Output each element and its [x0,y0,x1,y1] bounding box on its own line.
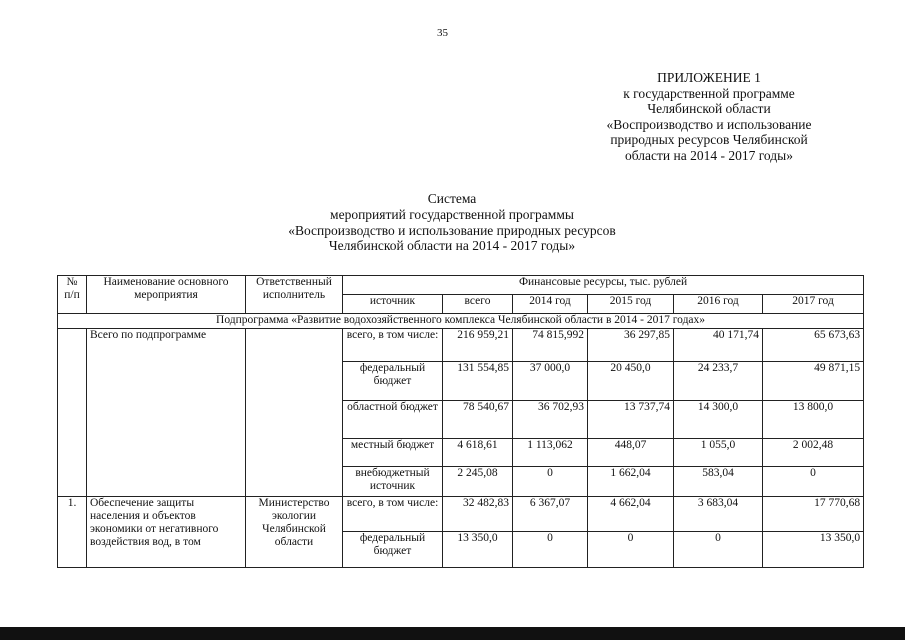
row-2016: 24 233,7 [674,362,763,401]
title-line: Челябинской области на 2014 - 2017 годы» [328,238,576,254]
row-2014: 36 702,93 [513,401,588,439]
row-2015: 448,07 [588,439,674,467]
row-2016: 583,04 [674,467,763,497]
scan-edge-bar [0,627,905,640]
appendix-line: к государственной программе [623,85,795,101]
header-2017: 2017 год [763,295,864,314]
header-finance: Финансовые ресурсы, тыс. рублей [343,276,864,295]
appendix-line: Челябинской области [647,101,771,117]
row-2014: 6 367,07 [513,497,588,532]
header-num: № п/п [58,276,87,314]
row-source: всего, в том числе: [343,497,443,532]
row-2015: 4 662,04 [588,497,674,532]
row-2016: 14 300,0 [674,401,763,439]
row-2015: 1 662,04 [588,467,674,497]
row-2017: 13 350,0 [763,532,864,568]
row-source: федеральный бюджет [343,532,443,568]
row-source: федеральный бюджет [343,362,443,401]
header-name: Наименование основного мероприятия [87,276,246,314]
row-source: всего, в том числе: [343,329,443,362]
document-title [235,191,669,254]
row-2014: 0 [513,467,588,497]
row-total: 216 959,21 [443,329,513,362]
title-line: мероприятий государственной программы [330,206,574,222]
row-2015: 20 450,0 [588,362,674,401]
row-2016: 1 055,0 [674,439,763,467]
row-total: 131 554,85 [443,362,513,401]
appendix-line: природных ресурсов Челябинской [610,132,808,148]
row-2017: 17 770,68 [763,497,864,532]
row-source: местный бюджет [343,439,443,467]
row-2015: 13 737,74 [588,401,674,439]
row-2015: 0 [588,532,674,568]
header-executor: Ответственный исполнитель [246,276,343,314]
group-num: 1. [58,497,87,568]
row-2014: 0 [513,532,588,568]
page-number: 35 [437,27,448,39]
group-executor [246,329,343,497]
row-2014: 37 000,0 [513,362,588,401]
appendix-line: области на 2014 - 2017 годы» [625,147,793,163]
row-total: 2 245,08 [443,467,513,497]
appendix-line: «Воспроизводство и использование [606,116,812,132]
header-source: источник [343,295,443,314]
row-2014: 1 113,062 [513,439,588,467]
row-2016: 3 683,04 [674,497,763,532]
appendix-header [578,70,840,164]
row-2017: 49 871,15 [763,362,864,401]
group-executor: Министерство экологии Челябинской области [246,497,343,568]
header-2014: 2014 год [513,295,588,314]
row-2016: 40 171,74 [674,329,763,362]
row-2017: 13 800,0 [763,401,864,439]
row-total: 4 618,61 [443,439,513,467]
row-2017: 2 002,48 [763,439,864,467]
row-source: внебюджетный источник [343,467,443,497]
row-source: областной бюджет [343,401,443,439]
group-name: Всего по подпрограмме [87,329,246,497]
row-total: 78 540,67 [443,401,513,439]
title-line: Система [427,191,477,206]
appendix-line: ПРИЛОЖЕНИЕ 1 [657,70,761,85]
row-2014: 74 815,992 [513,329,588,362]
header-2016: 2016 год [674,295,763,314]
measures-table [57,275,864,568]
row-2017: 65 673,63 [763,329,864,362]
header-2015: 2015 год [588,295,674,314]
group-num [58,329,87,497]
subprogram-title: Подпрограмма «Развитие водохозяйственного комплекса Челябинской области в 2014 - 2017 годах» [58,314,864,329]
row-2017: 0 [763,467,864,497]
row-total: 32 482,83 [443,497,513,532]
row-2016: 0 [674,532,763,568]
header-total: всего [443,295,513,314]
row-total: 13 350,0 [443,532,513,568]
title-line: «Воспроизводство и использование природных ресурсов [288,222,616,238]
row-2015: 36 297,85 [588,329,674,362]
group-name: Обеспечение защиты населения и объектов экономики от негативного воздействия вод, в том [87,497,246,568]
